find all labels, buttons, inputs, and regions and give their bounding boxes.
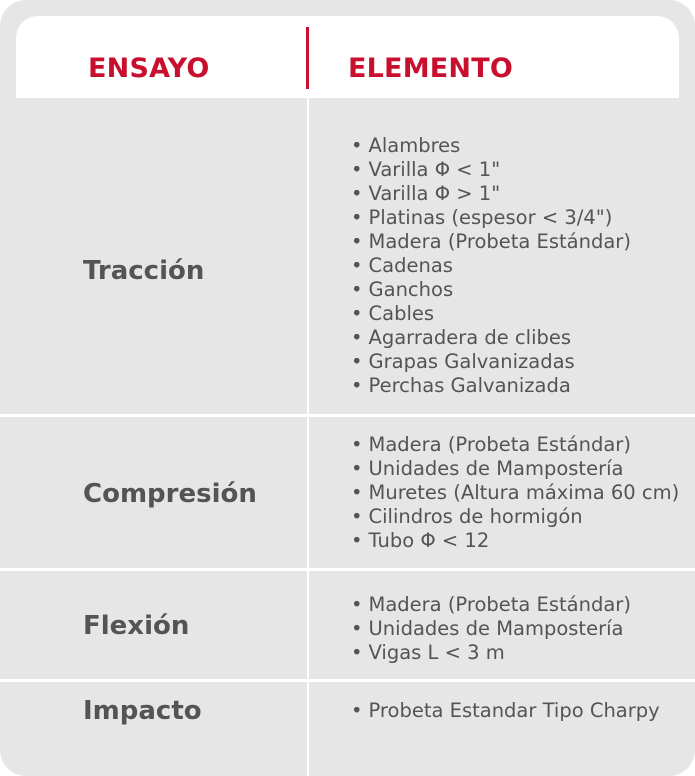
list-item: • Cables	[351, 302, 435, 325]
row-divider	[0, 568, 695, 571]
row-divider	[0, 679, 695, 682]
row-divider	[0, 414, 695, 417]
test-name-flexion: Flexión	[83, 611, 190, 641]
list-item: • Alambres	[351, 134, 461, 157]
test-name-impacto: Impacto	[83, 696, 202, 726]
table-header	[16, 16, 679, 98]
list-item: • Platinas (espesor < 3/4")	[351, 206, 613, 229]
element-list-traccion	[351, 134, 631, 398]
list-item: • Agarradera de clibes	[351, 326, 572, 349]
list-item: • Unidades de Mampostería	[351, 457, 624, 480]
list-item: • Cilindros de hormigón	[351, 505, 583, 528]
list-item: • Tubo Φ < 12	[351, 529, 490, 552]
list-item: • Ganchos	[351, 278, 454, 301]
element-list-flexion	[351, 593, 631, 665]
list-item: • Grapas Galvanizadas	[351, 350, 575, 373]
list-item: • Varilla Φ > 1"	[351, 182, 501, 205]
header-elemento: ELEMENTO	[348, 53, 513, 84]
list-item: • Probeta Estandar Tipo Charpy	[351, 699, 660, 722]
list-item: • Madera (Probeta Estándar)	[351, 433, 631, 456]
header-divider	[306, 27, 309, 89]
element-list-compresion	[351, 433, 679, 553]
header-ensayo: ENSAYO	[88, 53, 210, 84]
list-item: • Vigas L < 3 m	[351, 641, 505, 664]
list-item: • Perchas Galvanizada	[351, 374, 571, 397]
list-item: • Madera (Probeta Estándar)	[351, 593, 631, 616]
column-divider	[307, 98, 309, 776]
list-item: • Varilla Φ < 1"	[351, 158, 501, 181]
list-item: • Cadenas	[351, 254, 453, 277]
test-name-traccion: Tracción	[83, 256, 205, 286]
list-item: • Madera (Probeta Estándar)	[351, 230, 631, 253]
test-name-compresion: Compresión	[83, 479, 257, 509]
list-item: • Muretes (Altura máxima 60 cm)	[351, 481, 680, 504]
element-list-impacto	[351, 699, 660, 723]
list-item: • Unidades de Mampostería	[351, 617, 624, 640]
